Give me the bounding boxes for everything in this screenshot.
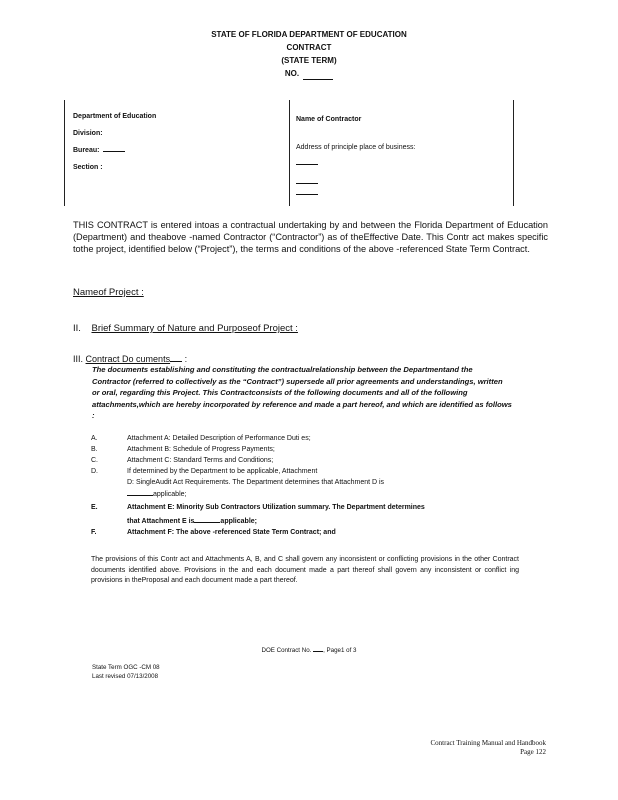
box-right-border [513,100,514,206]
contract-intro: THIS CONTRACT is entered intoas a contractual undertaking by and between the Florida Department of Education (Department) and theabove -named Contractor (“Contractor”) as of theEffective Date. This Contr act makes specific tothe project, identified below (“Project”), the terms and conditions of the above -referenced State Term Contract. [73,220,548,254]
bureau-label: Bureau: [73,147,100,154]
page-footer-right [431,739,547,757]
project-name-heading [73,287,144,299]
contractor-name-label: Name of Contractor [296,116,362,123]
bureau-blank [103,144,125,152]
box-left-border [64,100,65,206]
department-label: Department of Education [73,113,157,120]
contract-number-blank [303,70,333,80]
project-name-label: Nameof Project : [73,287,144,298]
summary-heading [73,323,298,335]
header-line-2: CONTRACT [286,43,332,52]
contract-header [0,28,618,80]
attachment-list: A. Attachment A: Detailed Description of Performance Duti es; B. Attachment B: Schedule of Progress Payments; C. Attachment C: Standard Terms and Conditions; D. If determined by the Department to be applicable, Attachment D: SingleAudit Act Requirements. The Department determines that Attachment D is applicable; E. Attachment E: Minority Sub Contractors Utilization summary. The Department determines that Attachment E is applicable; F. Attachment F: The above -referenced State Term Contract; and [91,435,425,536]
contract-number-label: NO. [284,69,300,78]
page-footer-center [0,645,618,654]
header-line-4 [0,67,618,80]
summary-number: II. [73,323,81,334]
section-label: Section : [73,164,103,171]
manual-title: Contract Training Manual and Handbook [430,739,546,747]
page-footer-left [92,664,160,681]
contractor-info [296,114,506,195]
box-middle-border [289,100,290,206]
documents-label: Contract Do cuments [85,354,171,364]
header-line-3: (STATE TERM) [281,56,337,65]
division-label: Division: [73,130,103,137]
last-revised: Last revised 07/13/2008 [92,672,159,680]
contract-documents-body: The documents establishing and constituting the contractualrelationship between the Departmentand the Contractor (referred to collectively as the “Contract”) supersede all prior agreements and understandings, written or oral, regarding this Project. This Contractconsists of the following documents and all of the following attachments,which are hereby incorporated by reference and made a part hereof, and which are identified as follows : [92,365,512,420]
page-number-text: , Page1 of 3 [323,647,357,654]
doe-contract-label: DOE Contract No. [261,647,312,654]
documents-number: III. [73,354,84,364]
form-code: State Term OGC -CM 08 [92,664,160,671]
doe-contract-blank [313,645,323,652]
summary-label: Brief Summary of Nature and Purposeof Project : [91,323,298,334]
contractor-address-label: Address of principle place of business: [296,144,416,151]
provisions-paragraph: The provisions of this Contr act and Attachments A, B, and C shall govern any inconsistent or conflicting provisions in the other Contract documents identified above. Provisions in the and each document made a part thereof shall govern any inconsistent or conflict ing provisions in theProposal and each document made a part thereof. [91,556,519,584]
address-blank-3 [296,184,318,195]
documents-colon: : [184,354,188,364]
header-line-1: STATE OF FLORIDA DEPARTMENT OF EDUCATION [211,30,407,39]
department-info [73,108,283,176]
bureau-row [73,142,283,159]
address-blank-1 [296,154,318,165]
address-blank-2 [296,173,318,184]
manual-page: Page 122 [520,748,546,756]
